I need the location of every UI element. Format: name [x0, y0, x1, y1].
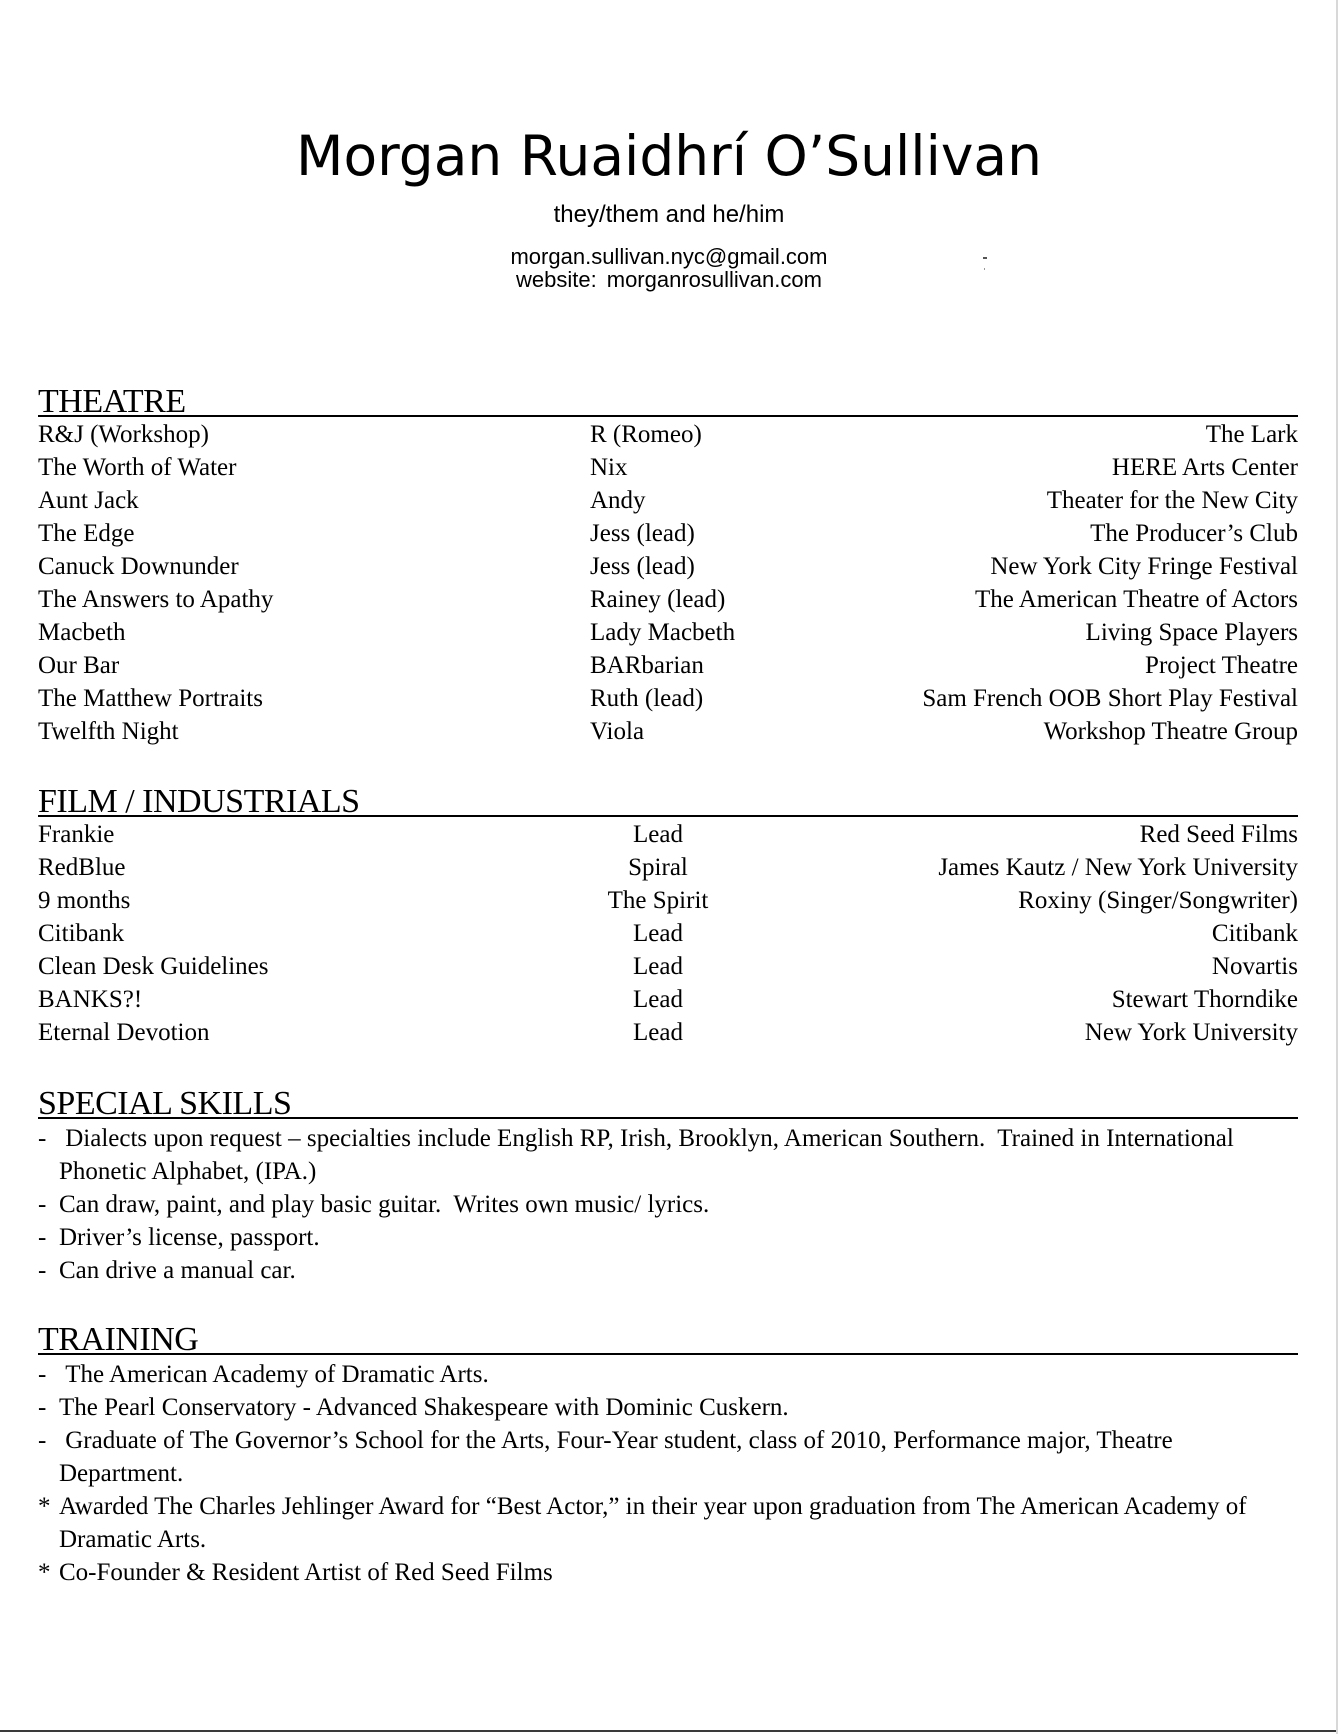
role: BARbarian [590, 652, 704, 679]
role: Spiral [628, 854, 688, 881]
credit-row [38, 818, 1298, 851]
bullet-text: The American Academy of Dramatic Arts. [59, 1361, 489, 1388]
credit-row [38, 851, 1298, 884]
production-title: The Answers to Apathy [38, 586, 274, 613]
production-title: Canuck Downunder [38, 553, 239, 580]
training-section [38, 1317, 1298, 1589]
role: Nix [590, 454, 628, 481]
theatre-credits [38, 418, 1298, 748]
production-title: 9 months [38, 887, 131, 914]
credit-row [38, 649, 1298, 682]
credit-row [38, 715, 1298, 748]
bullet-text: The Pearl Conservatory - Advanced Shakespeare with Dominic Cuskern. [59, 1394, 789, 1421]
skills-section [38, 1081, 1298, 1287]
scan-mark [983, 257, 987, 259]
company: The Lark [1205, 421, 1298, 448]
production-title: Aunt Jack [38, 487, 139, 514]
bullet-marker: * [38, 1493, 51, 1520]
role: Lady Macbeth [590, 619, 736, 646]
company: Citibank [1211, 920, 1298, 947]
theatre-section [38, 379, 1298, 748]
role: Jess (lead) [590, 553, 695, 580]
bullet-marker: - [38, 1224, 47, 1251]
bullet-marker: - [38, 1427, 47, 1454]
bullet-item [38, 1122, 1298, 1188]
production-title: Eternal Devotion [38, 1019, 210, 1046]
bullet-text: Co-Founder & Resident Artist of Red Seed Films [59, 1559, 553, 1586]
production-title: RedBlue [38, 854, 126, 881]
skills-list [38, 1122, 1298, 1287]
bullet-marker: - [38, 1125, 47, 1152]
bullet-marker: * [38, 1559, 51, 1586]
bullet-text: Awarded The Charles Jehlinger Award for “Best Actor,” in their year upon graduation from The American Academy of Dramatic Arts. [59, 1493, 1253, 1553]
role: Andy [590, 487, 646, 514]
pronouns: they/them and he/him [553, 201, 785, 228]
training-heading [38, 1317, 1298, 1358]
production-title: Citibank [38, 920, 125, 947]
role: Rainey (lead) [590, 586, 726, 613]
film-credits [38, 818, 1298, 1049]
role: Ruth (lead) [590, 685, 704, 712]
bullet-item [38, 1358, 1298, 1391]
film-heading [38, 779, 1298, 820]
credit-row [38, 418, 1298, 451]
role: Jess (lead) [590, 520, 695, 547]
company: Sam French OOB Short Play Festival [922, 685, 1298, 712]
website-label: website: [516, 267, 597, 292]
production-title: Our Bar [38, 652, 120, 679]
company: The American Theatre of Actors [974, 586, 1298, 613]
production-title: Twelfth Night [38, 718, 179, 745]
credit-row [38, 983, 1298, 1016]
company: Project Theatre [1145, 652, 1298, 679]
credit-row [38, 950, 1298, 983]
production-title: Frankie [38, 821, 115, 848]
bullet-marker: - [38, 1394, 47, 1421]
credit-row [38, 884, 1298, 917]
company: Workshop Theatre Group [1043, 718, 1298, 745]
production-title: The Matthew Portraits [38, 685, 263, 712]
credit-row [38, 517, 1298, 550]
role: Lead [633, 821, 683, 848]
credit-row [38, 616, 1298, 649]
bullet-marker: - [38, 1361, 47, 1388]
credit-row [38, 451, 1298, 484]
section-title: TRAINING [38, 1321, 199, 1358]
training-list [38, 1358, 1298, 1589]
production-title: Clean Desk Guidelines [38, 953, 269, 980]
credit-row [38, 917, 1298, 950]
production-title: Macbeth [38, 619, 126, 646]
role: Lead [633, 920, 683, 947]
company: The Producer’s Club [1090, 520, 1298, 547]
company: Stewart Thorndike [1111, 986, 1298, 1013]
bullet-marker: - [38, 1191, 47, 1218]
bullet-item [38, 1391, 1298, 1424]
company: Theater for the New City [1046, 487, 1298, 514]
role: Viola [590, 718, 645, 745]
production-title: The Edge [38, 520, 135, 547]
production-title: The Worth of Water [38, 454, 237, 481]
role: The Spirit [607, 887, 709, 914]
bullet-text: Dialects upon request – specialties include English RP, Irish, Brooklyn, American Southern. Trained in International Phonetic Alphabet, (IPA.) [59, 1125, 1241, 1185]
credit-row [38, 1016, 1298, 1049]
company: Roxiny (Singer/Songwriter) [1018, 887, 1298, 914]
company: New York City Fringe Festival [990, 553, 1298, 580]
credit-row [38, 484, 1298, 517]
bullet-item [38, 1221, 1298, 1254]
role: Lead [633, 986, 683, 1013]
skills-heading [38, 1081, 1298, 1122]
website-line [0, 268, 1338, 292]
section-title: THEATRE [38, 383, 186, 420]
section-title: SPECIAL SKILLS [38, 1085, 292, 1122]
role: Lead [633, 953, 683, 980]
credit-row [38, 550, 1298, 583]
production-title: R&J (Workshop) [38, 421, 209, 448]
company: HERE Arts Center [1111, 454, 1298, 481]
bullet-item [38, 1254, 1298, 1287]
role: Lead [633, 1019, 683, 1046]
resume-name: Morgan Ruaidhrí O’Sullivan [296, 124, 1042, 188]
production-title: BANKS?! [38, 986, 143, 1013]
company: Red Seed Films [1139, 821, 1298, 848]
bullet-text: Can drive a manual car. [59, 1257, 296, 1284]
bullet-text: Graduate of The Governor’s School for the Arts, Four-Year student, class of 2010, Performance major, Theatre Department. [59, 1427, 1179, 1487]
film-section [38, 779, 1298, 1049]
scan-mark-dot [984, 268, 985, 270]
bullet-marker: - [38, 1257, 47, 1284]
bullet-item [38, 1556, 1298, 1589]
bullet-item [38, 1424, 1298, 1490]
credit-row [38, 583, 1298, 616]
bullet-text: Can draw, paint, and play basic guitar. Writes own music/ lyrics. [59, 1191, 710, 1218]
credit-row [38, 682, 1298, 715]
page-bottom-edge [0, 1730, 1338, 1732]
bullet-item [38, 1490, 1298, 1556]
bullet-text: Driver’s license, passport. [59, 1224, 320, 1251]
company: New York University [1084, 1019, 1298, 1046]
company: Novartis [1211, 953, 1298, 980]
email: morgan.sullivan.nyc@gmail.com [510, 244, 828, 269]
website-url: morganrosullivan.com [606, 267, 822, 292]
section-title: FILM / INDUSTRIALS [38, 783, 360, 820]
role: R (Romeo) [590, 421, 702, 448]
bullet-item [38, 1188, 1298, 1221]
company: James Kautz / New York University [938, 854, 1298, 881]
company: Living Space Players [1085, 619, 1298, 646]
theatre-heading [38, 379, 1298, 420]
